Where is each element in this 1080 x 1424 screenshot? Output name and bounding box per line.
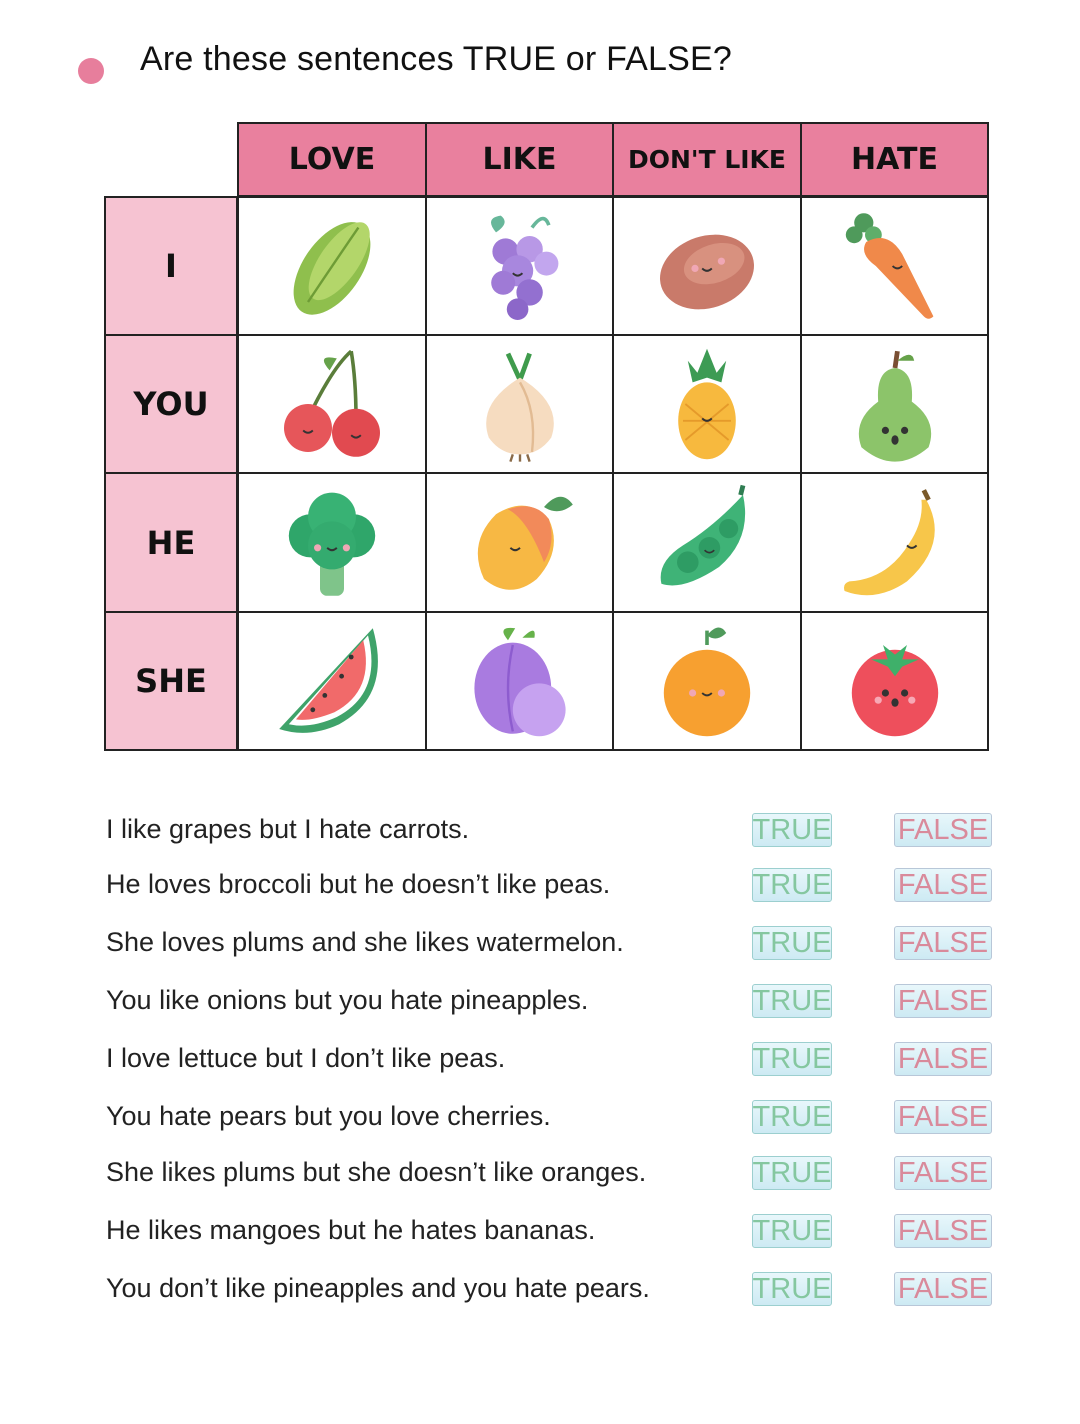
cell-he-love (237, 472, 427, 613)
false-button-9[interactable]: FALSE (894, 1272, 992, 1306)
false-button-5[interactable]: FALSE (894, 1042, 992, 1076)
onion-icon (460, 344, 580, 464)
cell-he-dont-like (612, 472, 802, 613)
sentence-1: I like grapes but I hate carrots. (106, 814, 470, 844)
cherries-icon (272, 344, 392, 464)
column-header-like: LIKE (425, 122, 614, 197)
column-header-dont-like: DON'T LIKE (612, 122, 802, 197)
cell-i-love (237, 196, 427, 336)
orange-icon (647, 621, 767, 741)
false-button-2[interactable]: FALSE (894, 868, 992, 902)
sentence-4: You like onions but you hate pineapples. (106, 985, 589, 1015)
true-button-9[interactable]: TRUE (752, 1272, 832, 1305)
true-button-6[interactable]: TRUE (752, 1100, 832, 1133)
true-button-2[interactable]: TRUE (752, 868, 832, 901)
watermelon-icon (272, 621, 392, 741)
cell-she-love (237, 611, 427, 751)
row-header-you: YOU (104, 334, 238, 474)
false-button-3[interactable]: FALSE (894, 926, 992, 960)
false-button-8[interactable]: FALSE (894, 1214, 992, 1248)
true-button-1[interactable]: TRUE (752, 813, 832, 846)
false-button-1[interactable]: FALSE (894, 813, 992, 847)
cell-she-like (425, 611, 614, 751)
column-header-love: LOVE (237, 122, 427, 197)
sentence-2: He loves broccoli but he doesn’t like peas. (106, 869, 611, 899)
potato-icon (647, 206, 767, 326)
cell-you-love (237, 334, 427, 474)
carrot-icon (835, 206, 955, 326)
sentence-6: You hate pears but you love cherries. (106, 1101, 551, 1131)
true-button-5[interactable]: TRUE (752, 1042, 832, 1075)
broccoli-icon (272, 483, 392, 603)
row-header-i: I (104, 196, 238, 336)
cell-you-hate (800, 334, 989, 474)
true-button-7[interactable]: TRUE (752, 1156, 832, 1189)
lettuce-icon (272, 206, 392, 326)
true-button-8[interactable]: TRUE (752, 1214, 832, 1247)
pear-icon (835, 344, 955, 464)
cell-you-like (425, 334, 614, 474)
false-button-6[interactable]: FALSE (894, 1100, 992, 1134)
plum-icon (460, 621, 580, 741)
true-button-4[interactable]: TRUE (752, 984, 832, 1017)
sentence-7: She likes plums but she doesn’t like oranges. (106, 1157, 647, 1187)
column-header-hate: HATE (800, 122, 989, 197)
cell-she-hate (800, 611, 989, 751)
bullet-dot (78, 58, 104, 84)
banana-icon (835, 483, 955, 603)
false-button-4[interactable]: FALSE (894, 984, 992, 1018)
cell-you-dont-like (612, 334, 802, 474)
peas-icon (647, 483, 767, 603)
sentence-9: You don’t like pineapples and you hate pears. (106, 1273, 650, 1303)
cell-i-dont-like (612, 196, 802, 336)
cell-he-hate (800, 472, 989, 613)
false-button-7[interactable]: FALSE (894, 1156, 992, 1190)
cell-he-like (425, 472, 614, 613)
sentence-8: He likes mangoes but he hates bananas. (106, 1215, 596, 1245)
row-header-she: SHE (104, 611, 238, 751)
mango-icon (460, 483, 580, 603)
cell-she-dont-like (612, 611, 802, 751)
cell-i-hate (800, 196, 989, 336)
sentence-5: I love lettuce but I don’t like peas. (106, 1043, 506, 1073)
page-title: Are these sentences TRUE or FALSE? (140, 40, 733, 78)
true-button-3[interactable]: TRUE (752, 926, 832, 959)
sentence-3: She loves plums and she likes watermelon. (106, 927, 624, 957)
grapes-icon (460, 206, 580, 326)
row-header-he: HE (104, 472, 238, 613)
pineapple-icon (647, 344, 767, 464)
cell-i-like (425, 196, 614, 336)
tomato-icon (835, 621, 955, 741)
